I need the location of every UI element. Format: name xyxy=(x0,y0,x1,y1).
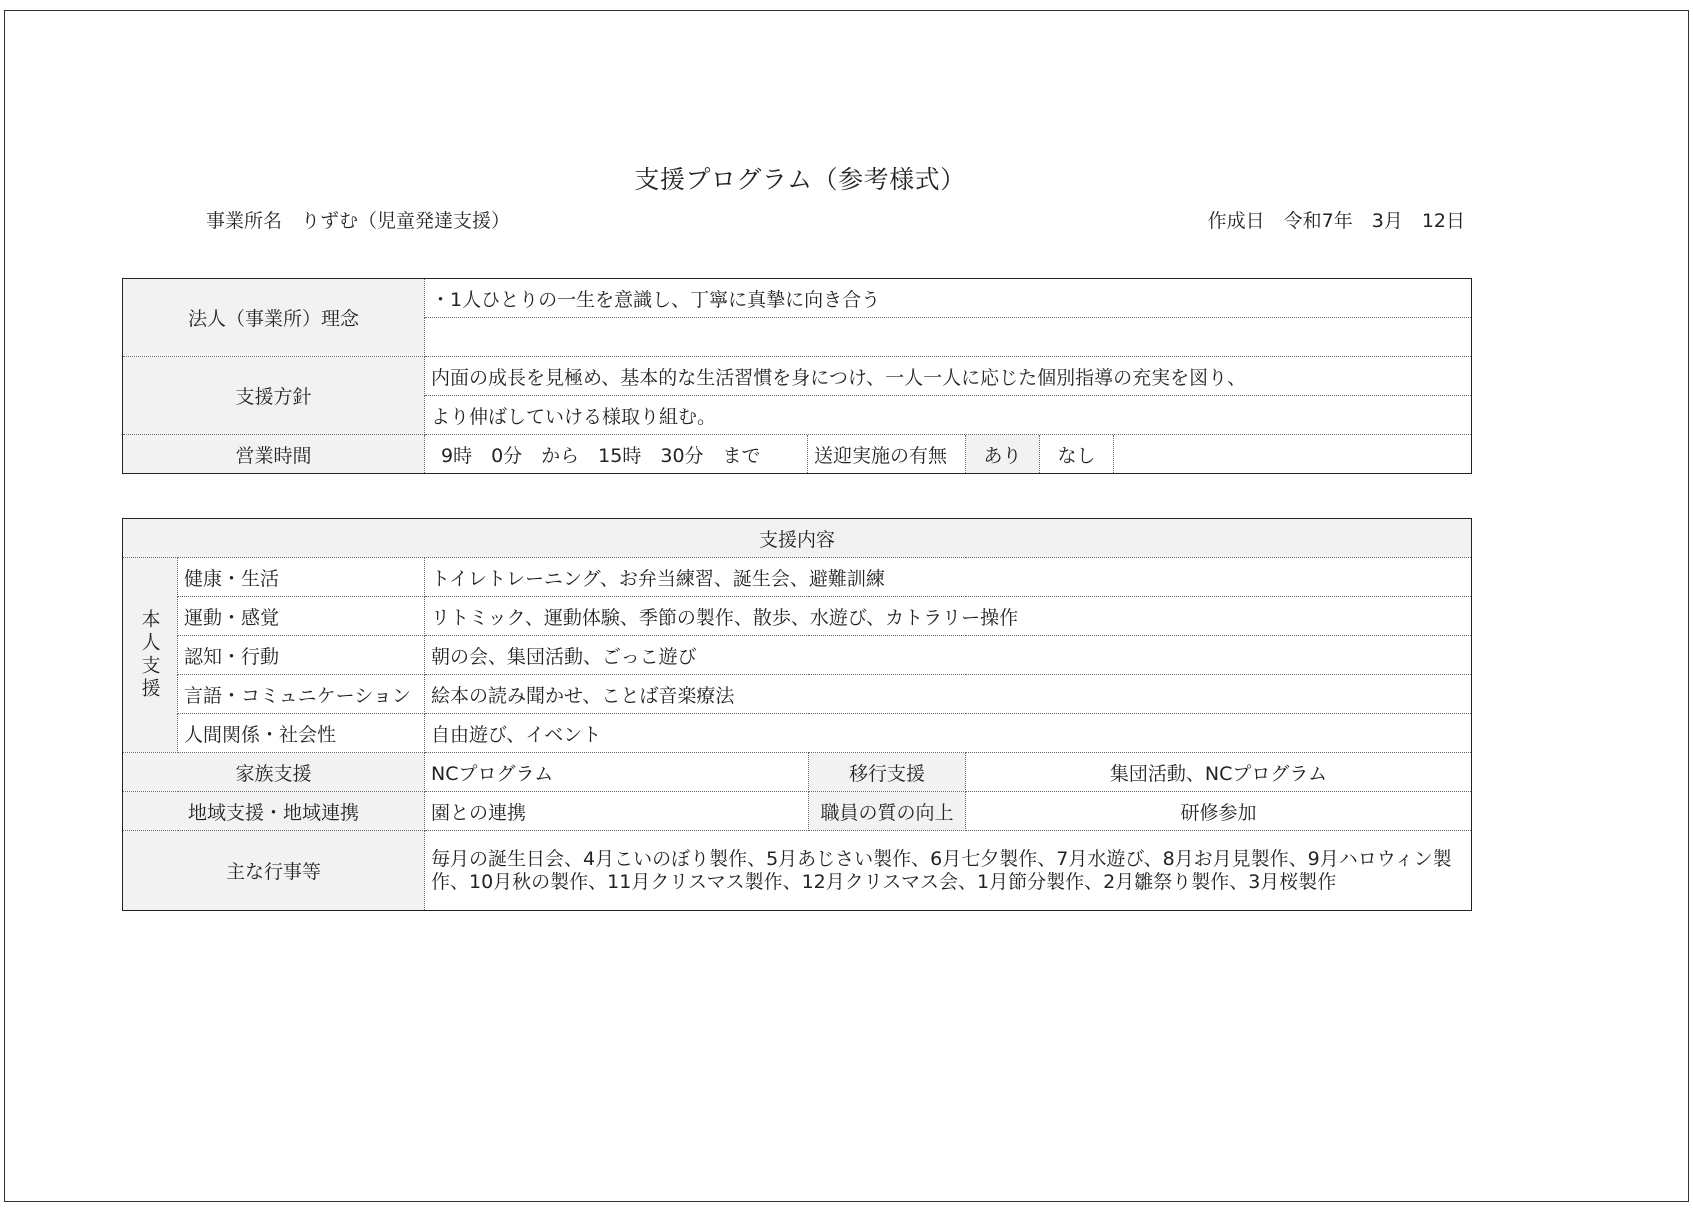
community-support-label: 地域支援・地域連携 xyxy=(123,792,425,831)
area-content[interactable]: 自由遊び、イベント xyxy=(425,714,1472,753)
philosophy-row-1 xyxy=(123,279,1472,318)
transport-yes-option[interactable]: あり xyxy=(966,435,1040,473)
area-label: 運動・感覚 xyxy=(178,597,425,636)
transition-support-label: 移行支援 xyxy=(809,753,966,792)
hours-label: 営業時間 xyxy=(123,435,425,474)
area-content[interactable]: トイレトレーニング、お弁当練習、誕生会、避難訓練 xyxy=(425,558,1472,597)
hours-empty-space xyxy=(1114,435,1471,473)
transition-support-value[interactable]: 集団活動、NCプログラム xyxy=(966,753,1472,792)
community-staff-row xyxy=(123,792,1472,831)
area-label: 認知・行動 xyxy=(178,636,425,675)
hours-row xyxy=(123,435,1472,474)
area-content[interactable]: 朝の会、集団活動、ごっこ遊び xyxy=(425,636,1472,675)
area-content[interactable]: リトミック、運動体験、季節の製作、散歩、水遊び、カトラリー操作 xyxy=(425,597,1472,636)
staff-quality-value[interactable]: 研修参加 xyxy=(966,792,1472,831)
policy-row-1 xyxy=(123,357,1472,396)
support-header-row xyxy=(123,519,1472,558)
staff-quality-label: 職員の質の向上 xyxy=(809,792,966,831)
basic-info-table xyxy=(122,278,1472,474)
events-value[interactable]: 毎月の誕生日会、4月こいのぼり製作、5月あじさい製作、6月七夕製作、7月水遊び、8月お月見製作、9月ハロウィン製作、10月秋の製作、11月クリスマス製作、12月クリスマス会、1月節分製作、2月雛祭り製作、3月桜製作 xyxy=(425,831,1472,911)
area-row xyxy=(123,597,1472,636)
support-content-table xyxy=(122,518,1472,911)
area-content[interactable]: 絵本の読み聞かせ、ことば音楽療法 xyxy=(425,675,1472,714)
policy-line-2[interactable]: より伸ばしていける様取り組む。 xyxy=(425,396,1472,435)
area-row xyxy=(123,714,1472,753)
family-transition-row xyxy=(123,753,1472,792)
philosophy-label: 法人（事業所）理念 xyxy=(123,279,425,357)
area-label: 言語・コミュニケーション xyxy=(178,675,425,714)
transport-no-option[interactable]: なし xyxy=(1040,435,1114,473)
support-header: 支援内容 xyxy=(123,519,1472,558)
philosophy-line-1[interactable]: ・1人ひとりの一生を意識し、丁寧に真摯に向き合う xyxy=(425,279,1472,318)
hours-value[interactable]: 9時 0分 から 15時 30分 まで xyxy=(425,435,808,473)
area-row xyxy=(123,636,1472,675)
area-row xyxy=(123,558,1472,597)
policy-label: 支援方針 xyxy=(123,357,425,435)
area-row xyxy=(123,675,1472,714)
creation-date: 作成日 令和7年 3月 12日 xyxy=(1207,210,1465,232)
community-support-value[interactable]: 園との連携 xyxy=(425,792,809,831)
family-support-value[interactable]: NCプログラム xyxy=(425,753,809,792)
hours-cell xyxy=(425,435,1472,474)
office-name: 事業所名 りずむ（児童発達支援） xyxy=(206,210,511,232)
area-label: 人間関係・社会性 xyxy=(178,714,425,753)
area-label: 健康・生活 xyxy=(178,558,425,597)
transport-label: 送迎実施の有無 xyxy=(808,435,966,473)
self-support-label: 本人支援 xyxy=(123,558,178,753)
events-row xyxy=(123,831,1472,911)
family-support-label: 家族支援 xyxy=(123,753,425,792)
document-title: 支援プログラム（参考様式） xyxy=(634,165,966,194)
events-label: 主な行事等 xyxy=(123,831,425,911)
philosophy-line-2[interactable] xyxy=(425,318,1472,357)
policy-line-1[interactable]: 内面の成長を見極め、基本的な生活習慣を身につけ、一人一人に応じた個別指導の充実を図り、 xyxy=(425,357,1472,396)
